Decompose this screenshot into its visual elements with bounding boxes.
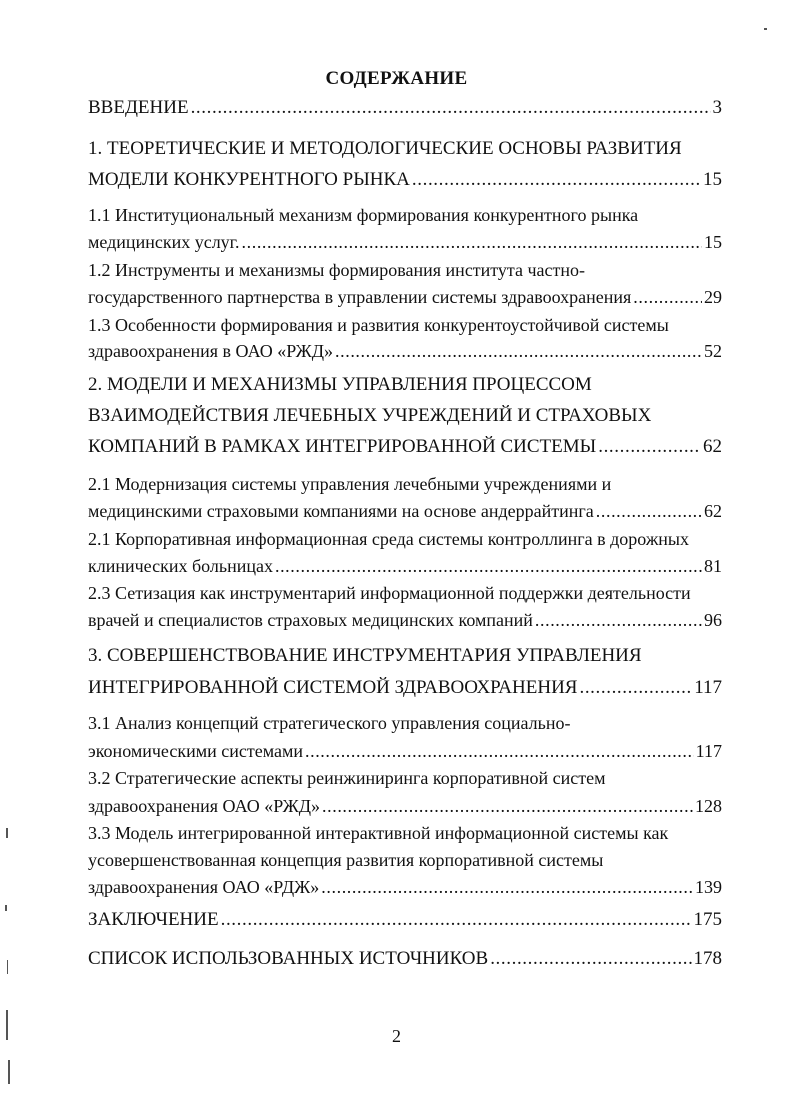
leader-dots [275,555,702,577]
leader-dots [322,795,693,817]
toc-page-number: 117 [694,677,722,698]
toc-section-1-1-line-1: 1.1 Институциональный механизм формирования конкурентного рынка [88,205,639,225]
toc-page-number: 62 [704,501,722,521]
page-number: 2 [392,1026,401,1046]
toc-entry-section-2-1a[interactable] [88,500,722,522]
toc-page-number: 178 [693,948,722,969]
toc-entry-section-3-2[interactable] [88,795,722,817]
leader-dots [221,909,692,931]
leader-dots [633,286,702,308]
toc-entry-introduction[interactable] [88,97,722,119]
toc-entry-section-1-3[interactable] [88,340,722,362]
toc-entry-conclusion[interactable] [88,909,722,931]
toc-page-number: 81 [704,556,722,576]
toc-chapter-3-line-1: 3. СОВЕРШЕНСТВОВАНИЕ ИНСТРУМЕНТАРИЯ УПРАВЛЕНИЯ [88,645,642,666]
toc-page-number: 117 [695,741,722,761]
toc-section-3-1-line-1: 3.1 Анализ концепций стратегического управления социально- [88,713,571,733]
leader-dots [596,500,702,522]
toc-page-number: 3 [712,97,722,118]
leader-dots [412,169,701,191]
toc-section-3-2-line-1: 3.2 Стратегические аспекты реинжиниринга корпоративной систем [88,768,606,788]
leader-dots [305,740,694,762]
toc-page-number: 139 [695,877,722,897]
scan-speck [6,828,8,838]
toc-chapter-1-line-1: 1. ТЕОРЕТИЧЕСКИЕ И МЕТОДОЛОГИЧЕСКИЕ ОСНОВЫ РАЗВИТИЯ [88,138,682,159]
toc-page-number: 62 [703,436,722,457]
toc-entry-title: врачей и специалистов страховых медицинских компаний [88,610,533,630]
leader-dots [579,677,692,699]
toc-entry-chapter-1[interactable] [88,169,722,191]
toc-entry-section-2-3[interactable] [88,609,722,631]
toc-entry-title: ИНТЕГРИРОВАННОЙ СИСТЕМОЙ ЗДРАВООХРАНЕНИЯ [88,677,578,698]
scan-speck [7,960,8,974]
toc-section-1-2-line-1: 1.2 Инструменты и механизмы формирования института частно- [88,260,586,280]
leader-dots [321,876,693,898]
toc-entry-title: ЗАКЛЮЧЕНИЕ [88,909,219,930]
toc-section-3-3-line-1: 3.3 Модель интегрированной интерактивной информационной системы как [88,823,669,843]
scan-speck [6,1010,8,1040]
toc-page-number: 128 [695,796,722,816]
scan-speck [8,1060,10,1084]
toc-section-3-3-line-2: усовершенствованная концепция развития корпоративной системы [88,850,604,870]
toc-section-2-3-line-1: 2.3 Сетизация как инструментарий информационной поддержки деятельности [88,583,691,603]
toc-entry-title: ВВЕДЕНИЕ [88,97,189,118]
toc-section-2-1b-line-1: 2.1 Корпоративная информационная среда системы контроллинга в дорожных [88,529,690,549]
toc-entry-section-1-1[interactable] [88,231,722,253]
toc-entry-section-2-1b[interactable] [88,555,722,577]
toc-entry-section-1-2[interactable] [88,286,722,308]
leader-dots [598,436,701,458]
leader-dots [242,231,702,253]
page-title: СОДЕРЖАНИЕ [325,68,468,89]
leader-dots [490,948,691,970]
toc-chapter-2-line-1: 2. МОДЕЛИ И МЕХАНИЗМЫ УПРАВЛЕНИЯ ПРОЦЕССОМ [88,374,592,395]
toc-entry-chapter-3[interactable] [88,677,722,699]
toc-section-1-3-line-1: 1.3 Особенности формирования и развития конкурентоустойчивой системы [88,315,669,335]
toc-entry-title: здравоохранения ОАО «РЖД» [88,796,321,816]
toc-entry-title: государственного партнерства в управлении системы здравоохранения [88,287,632,307]
toc-entry-title: медицинскими страховыми компаниями на основе андеррайтинга [88,501,594,521]
leader-dots [335,340,702,362]
toc-entry-title: СПИСОК ИСПОЛЬЗОВАННЫХ ИСТОЧНИКОВ [88,948,489,969]
toc-page-number: 29 [704,287,722,307]
scan-speck [5,905,7,911]
toc-entry-chapter-2[interactable] [88,436,722,458]
toc-entry-section-3-1[interactable] [88,740,722,762]
toc-entry-references[interactable] [88,948,722,970]
leader-dots [535,609,702,631]
toc-entry-title: экономическими системами [88,741,303,761]
toc-page-number: 15 [704,232,722,252]
toc-entry-title: клинических больницах [88,556,273,576]
toc-entry-title: МОДЕЛИ КОНКУРЕНТНОГО РЫНКА [88,169,410,190]
toc-entry-section-3-3[interactable] [88,876,722,898]
leader-dots [191,97,711,119]
toc-page-number: 96 [704,610,722,630]
toc-page-number: 52 [704,341,722,361]
toc-page-number: 15 [703,169,722,190]
scan-speck [764,28,767,30]
toc-page-number: 175 [693,909,722,930]
toc-entry-title: медицинских услуг. [88,232,240,252]
toc-entry-title: КОМПАНИЙ В РАМКАХ ИНТЕГРИРОВАННОЙ СИСТЕМЫ [88,436,597,457]
toc-chapter-2-line-2: ВЗАИМОДЕЙСТВИЯ ЛЕЧЕБНЫХ УЧРЕЖДЕНИЙ И СТРАХОВЫХ [88,405,652,426]
toc-entry-title: здравоохранения в ОАО «РЖД» [88,341,334,361]
toc-entry-title: здравоохранения ОАО «РДЖ» [88,877,320,897]
toc-section-2-1a-line-1: 2.1 Модернизация системы управления лечебными учреждениями и [88,474,612,494]
